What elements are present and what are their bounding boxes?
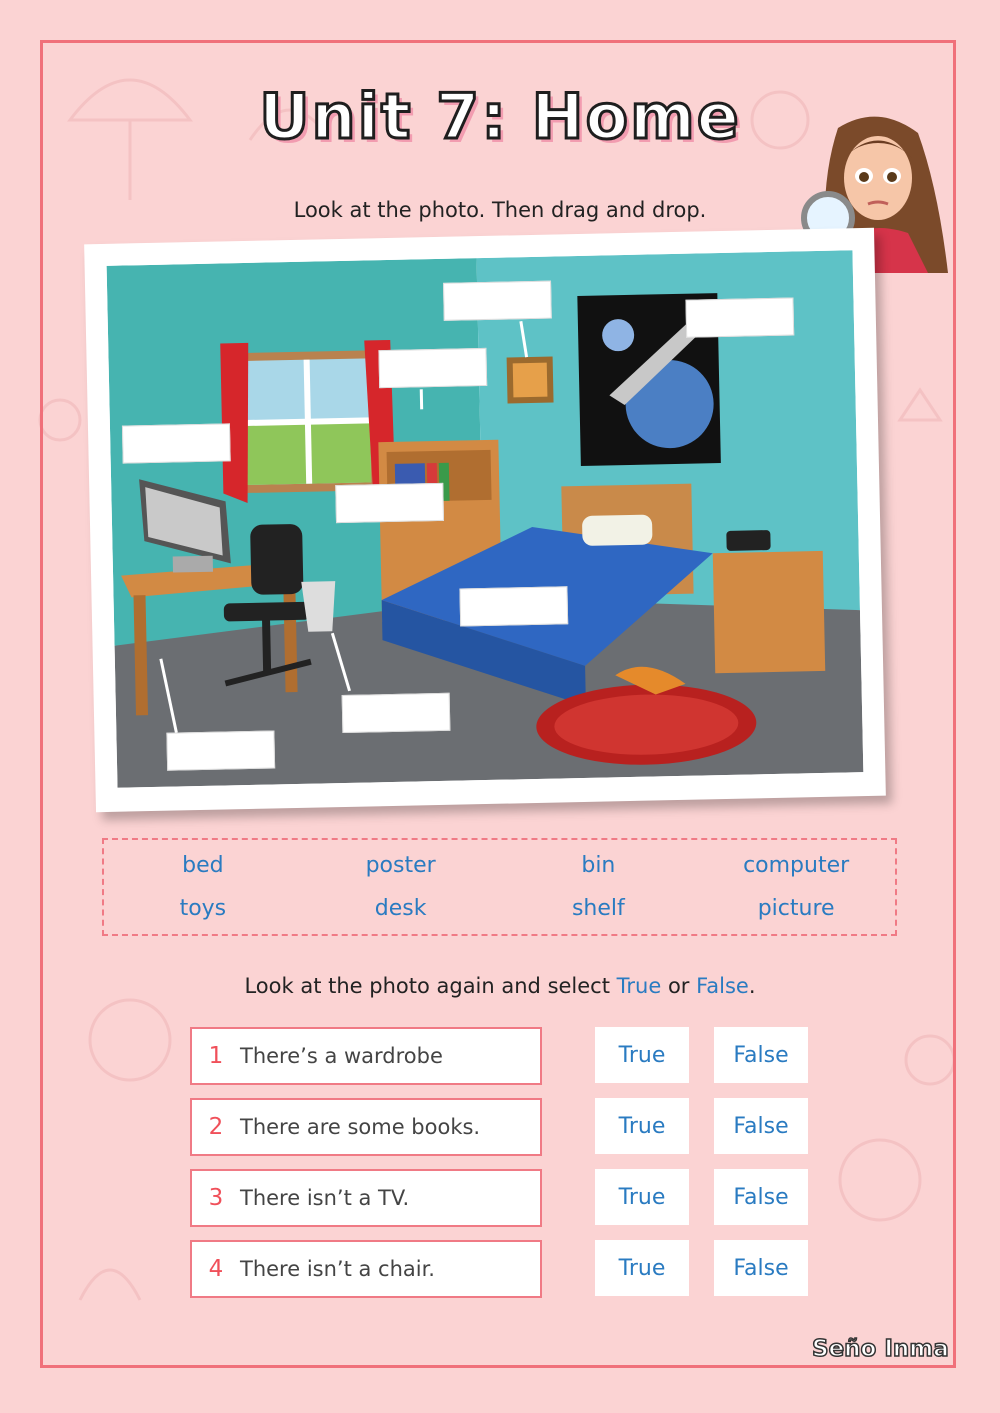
word-chip[interactable]: desk xyxy=(374,896,427,921)
author-signature: Seño Inma xyxy=(812,1336,949,1362)
select-instruction xyxy=(0,974,1000,998)
word-chip[interactable]: shelf xyxy=(571,896,625,921)
select-instruction-or: or xyxy=(667,974,690,998)
drop-zone-shelf[interactable] xyxy=(335,483,444,523)
false-button[interactable]: False xyxy=(714,1240,808,1296)
word-chip[interactable]: bin xyxy=(581,853,616,878)
select-instruction-prefix: Look at the photo again and select xyxy=(244,974,610,998)
statement-row xyxy=(190,1240,542,1298)
word-chip[interactable]: poster xyxy=(365,853,436,878)
statement-number: 3 xyxy=(208,1185,224,1211)
word-chip[interactable]: bed xyxy=(182,853,224,878)
statement-row xyxy=(190,1169,542,1227)
false-button[interactable]: False xyxy=(714,1098,808,1154)
word-chip[interactable]: computer xyxy=(743,853,850,878)
select-instruction-false: False xyxy=(696,974,749,998)
true-button[interactable]: True xyxy=(595,1240,689,1296)
bedroom-photo-frame xyxy=(84,228,886,812)
statement-row xyxy=(190,1098,542,1156)
statement-number: 2 xyxy=(208,1114,224,1140)
statement-text: There isn’t a TV. xyxy=(240,1186,410,1210)
select-instruction-end: . xyxy=(748,974,756,998)
word-chip[interactable]: toys xyxy=(179,896,227,921)
drop-zone-desk[interactable] xyxy=(166,730,275,770)
drag-instruction: Look at the photo. Then drag and drop. xyxy=(293,198,707,222)
true-button[interactable]: True xyxy=(595,1098,689,1154)
select-instruction-true: True xyxy=(616,974,662,998)
statement-text: There are some books. xyxy=(240,1115,481,1139)
statement-number: 1 xyxy=(208,1043,224,1069)
word-bank xyxy=(102,838,897,936)
false-button[interactable]: False xyxy=(714,1027,808,1083)
drop-zone-bin[interactable] xyxy=(342,693,451,733)
drop-zone-picture[interactable] xyxy=(443,281,552,321)
statement-number: 4 xyxy=(208,1256,224,1282)
drop-zone-poster[interactable] xyxy=(685,297,794,337)
page-title-text: Unit 7: Home xyxy=(259,80,741,153)
true-button[interactable]: True xyxy=(595,1027,689,1083)
false-button[interactable]: False xyxy=(714,1169,808,1225)
drop-zone-toys[interactable] xyxy=(378,348,487,388)
statement-text: There isn’t a chair. xyxy=(240,1257,435,1281)
true-button[interactable]: True xyxy=(595,1169,689,1225)
statement-row xyxy=(190,1027,542,1085)
drop-zone-bed[interactable] xyxy=(459,586,568,626)
drop-zone-computer[interactable] xyxy=(122,423,231,463)
statement-text: There’s a wardrobe xyxy=(240,1044,443,1068)
word-chip[interactable]: picture xyxy=(757,896,835,921)
